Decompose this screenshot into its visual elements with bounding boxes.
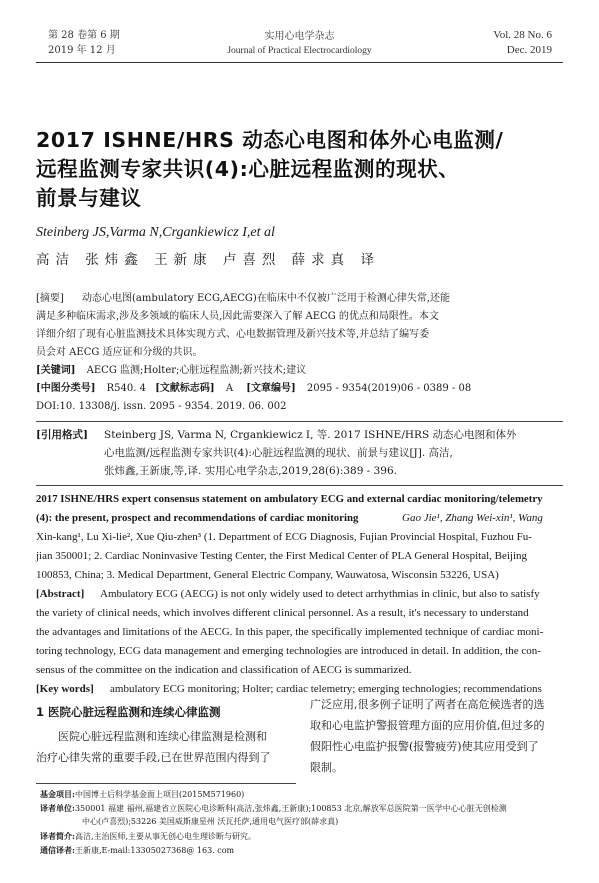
en-keywords-label: [Key words] <box>36 683 94 695</box>
citation-line: 心电监测/远程监测专家共识(4):心脏远程监测的现状、前景与建议[J]. 高洁, <box>104 447 453 459</box>
en-affil-line: Xin-kang¹, Lu Xi-lie², Xue Qiu-zhen³ (1. Department of ECG Diagnosis, Fujian Provincial Hospital, Fuzhou Fu- <box>36 531 532 543</box>
fund-label: 基金项目: <box>40 789 75 799</box>
issue-cn: 第 28 卷第 6 期 <box>48 30 120 41</box>
keywords-cn-label: [关键词] <box>36 365 76 376</box>
section-1-left-line: 治疗心律失常的重要手段,已在世界范围内得到了 <box>36 751 271 764</box>
en-title-line-1: 2017 ISHNE/HRS expert consensus statement on ambulatory ECG and external cardiac monitoring/telemetry <box>36 493 543 505</box>
citation-line: 张炜鑫,王新康,等,译. 实用心电学杂志,2019,28(6):389 - 396. <box>104 465 397 477</box>
unit-line-2: 中心(卢喜烈);53226 美国威斯康星州 沃瓦托萨,通用电气医疗部(薛求真) <box>82 817 339 826</box>
section-1-left-line: 医院心脏远程监测和连续心律监测是检测和 <box>58 730 267 743</box>
citation-label: [引用格式] <box>36 429 88 441</box>
doi: DOI:10. 13308/j. issn. 2095 - 9354. 2019. 06. 002 <box>36 401 287 412</box>
en-abstract-line: Ambulatory ECG (AECG) is not only widely used to detect arrhythmias in clinic, but also to satisfy <box>100 588 540 600</box>
en-abstract-line: the advantages and limitations of the AECG. In this paper, the specifically implemented technique of cardiac moni- <box>36 626 544 638</box>
contact-line <box>40 843 234 858</box>
section-1-heading: 1 医院心脏远程监测和连续心律监测 <box>36 705 221 719</box>
citation-rule-bottom <box>36 485 563 486</box>
unit-text: 350001 福建 福州,福建省立医院心电诊断科(高洁,张炜鑫,王新康);100853 北京,解放军总医院第一医学中心心脏无创检测 <box>74 804 507 813</box>
doc-value: A <box>225 383 234 394</box>
date-cn: 2019 年 12 月 <box>48 45 116 56</box>
en-affil-line: jian 350001; 2. Cardiac Noninvasive Testing Center, the First Medical Center of PLA General Hospital, Beijing <box>36 550 528 562</box>
section-1-right-line: 限制。 <box>310 761 343 774</box>
en-keywords: ambulatory ECG monitoring; Holter; cardiac telemetry; emerging technologies; recommendations <box>110 683 542 695</box>
abstract-cn-line: 动态心电图(ambulatory ECG,AECG)在临床中不仅被广泛用于检测心律失常,还能 <box>82 293 450 304</box>
en-abstract-line: sensus of the committee on the indication and classification of AECG is summarized. <box>36 664 412 676</box>
contact-label: 通信译者: <box>40 845 75 855</box>
section-1-right-line: 假阳性心电监护报警(报警疲劳)使其应用受到了 <box>310 740 539 753</box>
contact-text: 王新康,E-mail:13305027368@ 163. com <box>74 846 235 855</box>
title-line-3: 前景与建议 <box>36 186 142 210</box>
section-1-right-line: 广泛应用,很多例子证明了两者在高危候选者的选 <box>310 698 545 711</box>
journal-cn: 实用心电学杂志 <box>264 31 335 42</box>
fund-line <box>40 787 244 802</box>
authors: Steinberg JS,Varma N,Crgankiewicz I,et al <box>36 225 275 240</box>
keywords-cn <box>36 362 306 380</box>
doc-label: [文献标志码] <box>155 383 215 394</box>
citation-rule-top <box>36 421 563 422</box>
unit-label: 译者单位: <box>40 803 75 813</box>
abstract-cn-label: [摘要] <box>36 293 64 304</box>
title-line-1: 2017 ISHNE/HRS 动态心电图和体外心电监测/ <box>36 128 504 152</box>
translators: 高洁 张炜鑫 王新康 卢喜烈 薛求真 译 <box>36 252 380 268</box>
section-1-right-line: 取和心电监护警报管理方面的应用价值,但过多的 <box>310 719 545 732</box>
vol-en: Vol. 28 No. 6 <box>493 29 552 41</box>
art-value: 2095 - 9354(2019)06 - 0389 - 08 <box>306 383 472 394</box>
header-rule <box>36 62 563 63</box>
fund-text: 中国博士后科学基金面上项目(2015M571960) <box>74 790 245 799</box>
footnote-rule <box>36 783 296 784</box>
en-abstract-line: toring technology, ECG data management and emerging technologies are introduced in detail. In addition, the con- <box>36 645 541 657</box>
bio-line <box>40 829 256 844</box>
en-title-line-2: (4): the present, prospect and recommendations of cardiac monitoring <box>36 512 359 524</box>
art-label: [文章编号] <box>246 383 296 394</box>
keywords-cn-text: AECG 监测;Holter;心脏远程监测;新兴技术;建议 <box>86 365 307 376</box>
date-en: Dec. 2019 <box>506 44 552 56</box>
clc-value: R540. 4 <box>106 383 146 394</box>
citation-line: Steinberg JS, Varma N, Crgankiewicz I, 等. 2017 ISHNE/HRS 动态心电图和体外 <box>104 429 517 441</box>
journal-en: Journal of Practical Electrocardiology <box>227 46 372 56</box>
bio-text: 高洁,主治医师,主要从事无创心电生理诊断与研究。 <box>74 832 257 841</box>
abstract-cn-line: 员会对 AECG 适应证和分级的共识。 <box>36 347 203 358</box>
en-abstract-label: [Abstract] <box>36 588 85 600</box>
abstract-cn-line: 满足多种临床需求,涉及多领域的临床人员,因此需要深入了解 AECG 的优点和局限性。本文 <box>36 311 439 322</box>
bio-label: 译者简介: <box>40 831 75 841</box>
classification-line <box>36 380 471 398</box>
en-abstract-line: the variety of clinical needs, which involves different clinical personnel. As a result, it's necessary to understand <box>36 607 529 619</box>
unit-line <box>40 801 507 816</box>
title-line-2: 远程监测专家共识(4):心脏远程监测的现状、 <box>36 157 460 181</box>
en-authors-tail: Gao Jie¹, Zhang Wei-xin¹, Wang <box>402 512 543 524</box>
clc-label: [中图分类号] <box>36 383 96 394</box>
en-affil-line: 100853, China; 3. Medical Department, General Electric Company, Wauwatosa, Wisconsin 53226, USA) <box>36 569 499 581</box>
abstract-cn-line: 详细介绍了现有心脏监测技术具体实现方式、心电数据管理及新兴技术等,并总结了编写委 <box>36 329 430 340</box>
